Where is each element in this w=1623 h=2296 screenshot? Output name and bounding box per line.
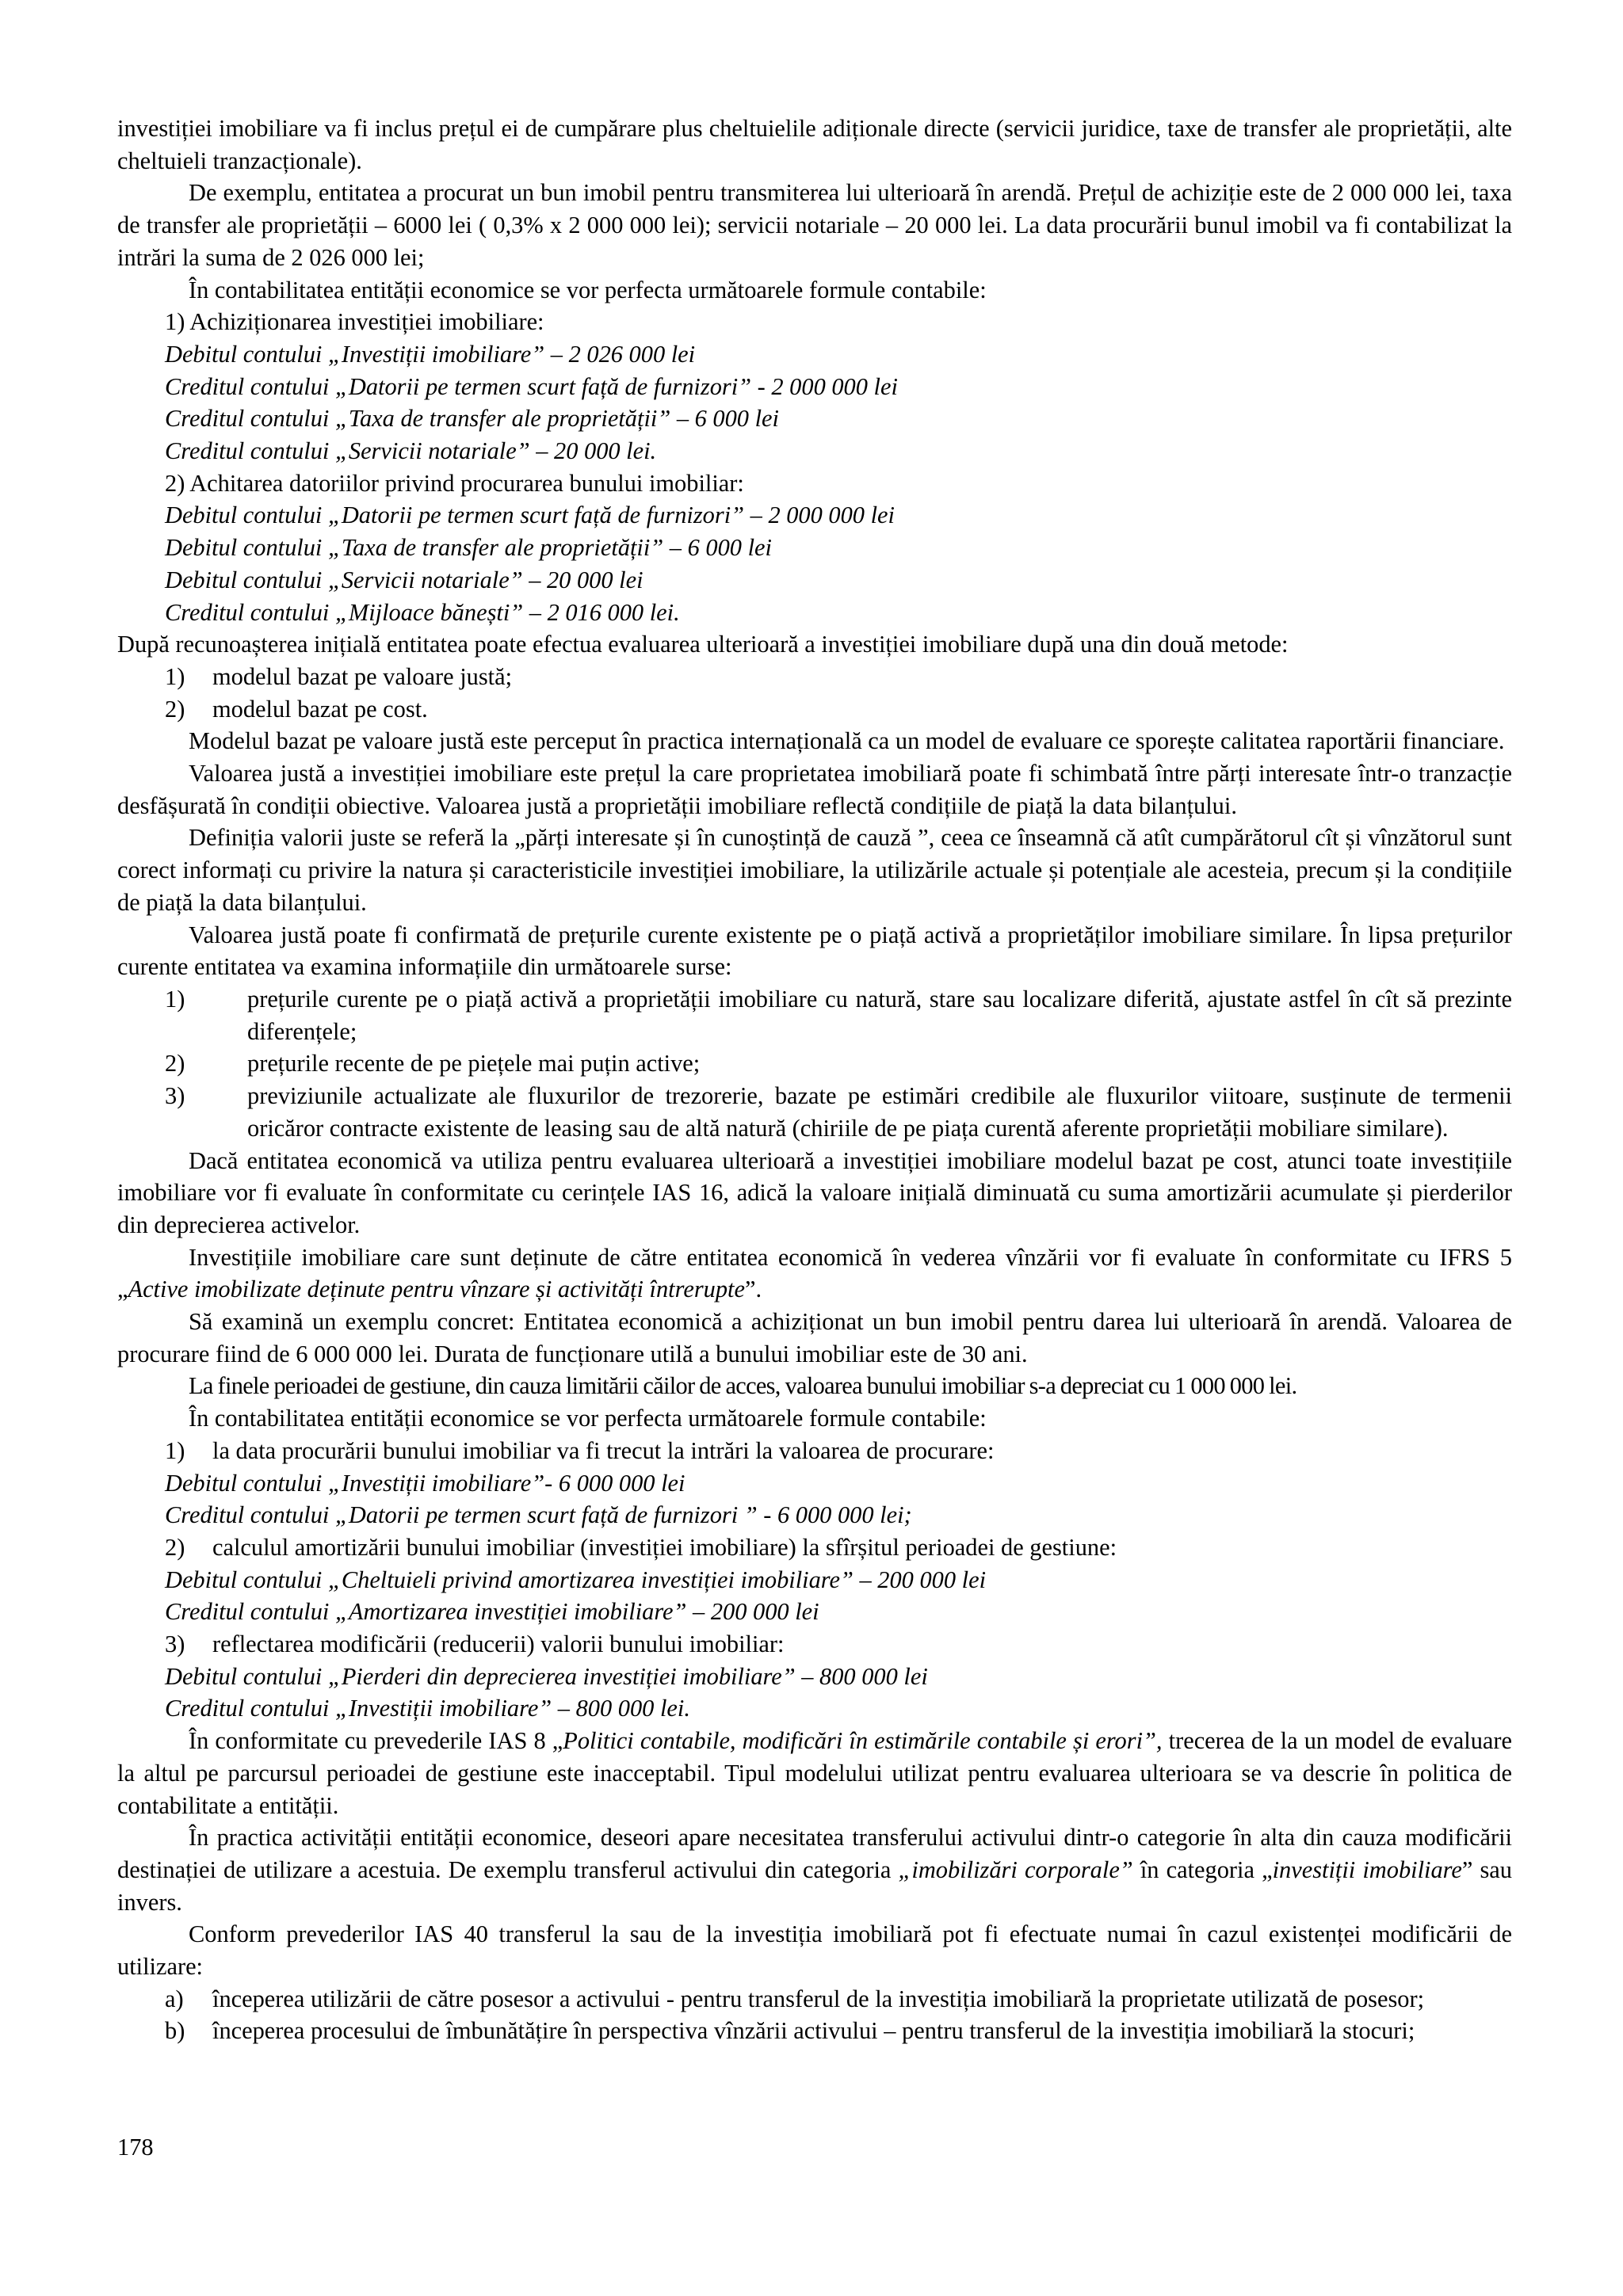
text-run: ”. [744, 1276, 762, 1303]
accounting-entry: Creditul contului „Datorii pe termen scurt față de furnizori” - 2 000 000 lei [165, 372, 898, 400]
paragraph [117, 1241, 1512, 1306]
list-number: 2) [165, 695, 185, 723]
accounting-entry: Debitul contului „Taxa de transfer ale proprietății” – 6 000 lei [165, 534, 772, 562]
text-run: ” sau invers. [117, 1855, 1512, 1916]
list-number: 3) [165, 1630, 185, 1658]
italic-text: investiții imobiliare [1272, 1855, 1462, 1883]
paragraph: investiției imobiliare va fi inclus prețul ei de cumpărare plus cheltuielile adiționale directe (servicii juridice, taxe de transfer ale proprietății, alte cheltuieli tranzacționale). [117, 115, 1512, 174]
text-run: trecerea de la un model de evaluare la altul pe parcursul perioadei de gestiune este inacceptabil. Tipul modelului utilizat pentru evaluarea ulterioara se va descrie în politica de contabilitate a entității. [117, 1727, 1513, 1819]
list-text: începerea utilizării de către posesor a activului - pentru transferul de la investiția imobiliară la proprietate utilizată de posesor; [212, 1985, 1425, 2012]
paragraph [117, 1725, 1512, 1821]
list-number: 2) [165, 1050, 185, 1077]
italic-text: Politici contabile, modificări în estimările contabile și erori”, [563, 1727, 1163, 1755]
paragraph: La finele perioadei de gestiune, din cauza limitării căilor de acces, valoarea bunului imobiliar s-a depreciat cu 1 000 000 lei. [189, 1372, 1297, 1400]
accounting-entry: Creditul contului „Amortizarea investiției imobiliare” – 200 000 lei [165, 1598, 819, 1626]
accounting-entry: Creditul contului „Mijloace bănești” – 2 016 000 lei. [165, 598, 680, 626]
list-item [117, 1047, 1512, 1080]
list-text: prețurile curente pe o piață activă a proprietății imobiliare cu natură, stare sau localizare diferită, ajustate astfel în cît să prezinte diferențele; [247, 985, 1512, 1045]
list-number: 1) [165, 662, 185, 690]
list-number: b) [165, 2017, 185, 2045]
text-run: în categoria „ [1132, 1855, 1273, 1883]
accounting-entry: Creditul contului „Servicii notariale” – 20 000 lei. [165, 437, 657, 465]
text-run: În conformitate cu prevederile IAS 8 „ [189, 1727, 563, 1755]
accounting-entry: Creditul contului „Datorii pe termen scurt față de furnizori ” - 6 000 000 lei; [165, 1501, 912, 1529]
list-number: 1) [165, 1436, 185, 1464]
list-text: calculul amortizării bunului imobiliar (investiției imobiliare) la sfîrșitul perioadei de gestiune: [212, 1533, 1117, 1561]
entry-heading: 1) Achiziționarea investiției imobiliare: [165, 308, 544, 336]
paragraph: Definiția valorii juste se referă la „părți interesate și în cunoștință de cauză ”, ceea ce înseamnă că atît cumpărătorul cît și vînzătorul sunt corect informați cu privire la natura și caracteristicile investiției imobiliare, la utilizările actuale și potențiale ale acesteia, precum și la condițiile de piață la data bilanțului. [117, 824, 1512, 916]
accounting-entry: Debitul contului „Pierderi din deprecierea investiției imobiliare” – 800 000 lei [165, 1662, 928, 1690]
list-item [117, 1080, 1512, 1144]
accounting-entry: Debitul contului „Datorii pe termen scurt față de furnizori” – 2 000 000 lei [165, 502, 895, 529]
list-item [117, 983, 1512, 1047]
paragraph: Valoarea justă a investiției imobiliare este prețul la care proprietatea imobiliară poate fi schimbată între părți interesate într-o tranzacție desfășurată în condiții obiective. Valoarea justă a proprietății imobiliare reflectă condițiile de piață la data bilanțului. [117, 760, 1512, 819]
list-text: reflectarea modificării (reducerii) valorii bunului imobiliar: [212, 1630, 785, 1658]
entry-heading: 2) Achitarea datoriilor privind procurarea bunului imobiliar: [165, 469, 744, 497]
accounting-entry: Creditul contului „Investiții imobiliare” – 800 000 lei. [165, 1695, 690, 1722]
list-item [117, 1531, 1512, 1564]
text-run: Investițiile imobiliare care sunt deținute de către entitatea economică în vederea vînzării vor fi evaluate în conformitate cu IFRS 5 „ [117, 1243, 1512, 1303]
paragraph: Dacă entitatea economică va utiliza pentru evaluarea ulterioară a investiției imobiliare modelul bazat pe cost, atunci toate investițiile imobiliare vor fi evaluate în conformitate cu cerințele IAS 16, adică la valoare inițială diminuată cu suma amortizării acumulate și pierderilor din deprecierea activelor. [117, 1146, 1512, 1238]
accounting-entry: Debitul contului „Investiții imobiliare” – 2 026 000 lei [165, 340, 696, 368]
accounting-entry: Creditul contului „Taxa de transfer ale proprietății” – 6 000 lei [165, 405, 779, 433]
page-body [117, 113, 1512, 2047]
list-text: la data procurării bunului imobiliar va fi trecut la intrări la valoarea de procurare: [212, 1436, 995, 1464]
list-text: prețurile recente de pe piețele mai puțin active; [247, 1050, 701, 1077]
accounting-entry: Debitul contului „Servicii notariale” – 20 000 lei [165, 566, 643, 593]
paragraph: În contabilitatea entității economice se vor perfecta următoarele formule contabile: [189, 276, 987, 303]
text-run: În practica activității entității economice, deseori apare necesitatea transferului activului dintr-o categorie în alta din cauza modificării destinației de utilizare a acestuia. De exemplu transferul activului din categoria [117, 1824, 1512, 1883]
italic-text: „imobilizări corporale” [898, 1855, 1133, 1883]
paragraph: Valoarea justă poate fi confirmată de prețurile curente existente pe o piață activă a proprietăților imobiliare similare. În lipsa prețurilor curente entitatea va examina informațiile din următoarele surse: [117, 921, 1512, 981]
list-text: previziunile actualizate ale fluxurilor de trezorerie, bazate pe estimări credibile ale fluxurilor viitoare, susținute de termenii oricăror contracte existente de leasing sau de altă natură (chiriile de pe piața curentă aferente proprietății mobiliare similare). [247, 1082, 1512, 1142]
paragraph: În contabilitatea entității economice se vor perfecta următoarele formule contabile: [189, 1405, 987, 1432]
list-item [117, 1628, 1512, 1661]
paragraph: Conform prevederilor IAS 40 transferul la sau de la investiția imobiliară pot fi efectuate numai în cazul existenței modificării de utilizare: [117, 1920, 1512, 1981]
list-text: modelul bazat pe valoare justă; [212, 662, 513, 690]
paragraph [117, 1821, 1512, 1918]
list-number: 2) [165, 1533, 185, 1561]
italic-text: Active imobilizate deținute pentru vînzare și activități întrerupte [128, 1276, 745, 1303]
list-item [117, 2015, 1512, 2047]
list-item [117, 661, 1512, 693]
paragraph: De exemplu, entitatea a procurat un bun imobil pentru transmiterea lui ulterioară în arendă. Prețul de achiziție este de 2 000 000 lei, taxa de transfer ale proprietății – 6000 lei ( 0,3% x 2 000 000 lei); servicii notariale – 20 000 lei. La data procurării bunul imobil va fi contabilizat la intrări la suma de 2 026 000 lei; [117, 179, 1512, 271]
list-text: modelul bazat pe cost. [212, 695, 428, 723]
list-item [117, 1435, 1512, 1467]
accounting-entry: Debitul contului „Cheltuieli privind amortizarea investiției imobiliare” – 200 000 lei [165, 1566, 987, 1593]
paragraph: După recunoașterea inițială entitatea poate efectua evaluarea ulterioară a investiției imobiliare după una din două metode: [117, 631, 1289, 658]
accounting-entry: Debitul contului „Investiții imobiliare”- 6 000 000 lei [165, 1469, 685, 1497]
list-text: începerea procesului de îmbunătățire în perspectiva vînzării activului – pentru transferul de la investiția imobiliară la stocuri; [212, 2017, 1415, 2045]
page-number: 178 [117, 2134, 154, 2161]
paragraph: Să examină un exemplu concret: Entitatea economică a achiziționat un bun imobil pentru darea lui ulterioară în arendă. Valoarea de procurare fiind de 6 000 000 lei. Durata de funcționare utilă a bunului imobiliar este de 30 ani. [117, 1308, 1512, 1367]
list-item [117, 1983, 1512, 2016]
list-number: 1) [165, 985, 185, 1013]
list-number: a) [165, 1985, 184, 2012]
list-item [117, 693, 1512, 726]
list-number: 3) [165, 1082, 185, 1110]
paragraph: Modelul bazat pe valoare justă este perceput în practica internațională ca un model de evaluare ce sporește calitatea raportării financiare. [189, 727, 1505, 755]
